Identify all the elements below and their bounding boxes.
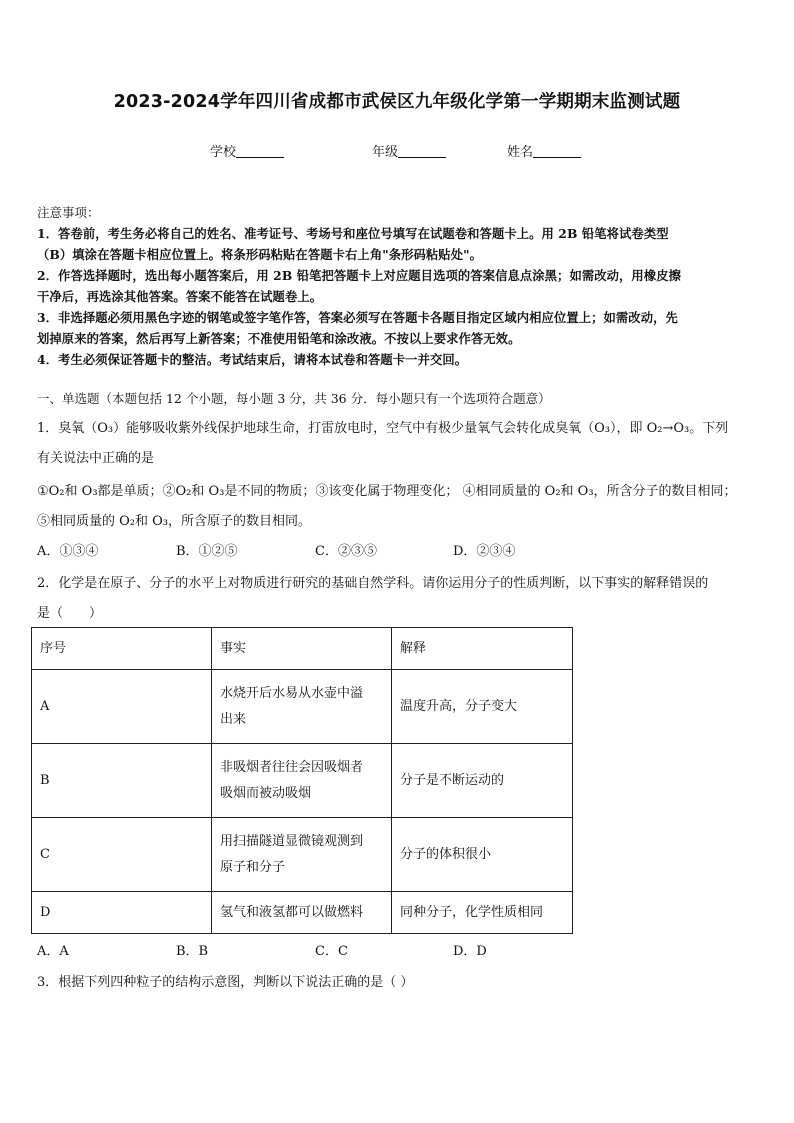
column-header: 序号: [32, 628, 212, 670]
q1-option-d[interactable]: D．②③④: [453, 544, 516, 559]
name-label: 姓名: [507, 145, 534, 160]
fact-text-line: 原子和分子: [220, 859, 286, 875]
school-field: [210, 141, 284, 160]
name-field: [507, 141, 581, 160]
column-header: 事实: [212, 628, 392, 670]
explanation-cell: 分子是不断运动的: [392, 744, 573, 818]
grade-blank[interactable]: [398, 143, 446, 158]
fact-text-line: 用扫描隧道显微镜观测到: [220, 833, 364, 849]
q2-option-c[interactable]: C．C: [315, 944, 348, 959]
note-line: 1．答卷前，考生务必将自己的姓名、准考证号、考场号和座位号填写在试题卷和答题卡上。用 2B 铅笔将试卷类型: [37, 226, 669, 241]
column-header: 解释: [392, 628, 573, 670]
note-line: 干净后，再选涂其他答案。答案不能答在试题卷上。: [37, 289, 323, 304]
q2-option-d[interactable]: D．D: [453, 944, 487, 959]
q1-option-c[interactable]: C．②③⑤: [315, 544, 377, 559]
row-id: D: [32, 892, 212, 934]
facts-table: [31, 627, 573, 934]
notes-heading: 注意事项：: [37, 205, 100, 220]
school-label: 学校: [210, 145, 237, 160]
fact-text-line: 出来: [220, 711, 247, 727]
fact-cell: [212, 818, 392, 892]
fact-cell: [212, 670, 392, 744]
explanation-cell: 分子的体积很小: [392, 818, 573, 892]
explanation-cell: 同种分子，化学性质相同: [392, 892, 573, 934]
row-id: A: [32, 670, 212, 744]
page-title: 2023-2024学年四川省成都市武侯区九年级化学第一学期期末监测试题: [113, 92, 681, 112]
note-line: 4．考生必须保证答题卡的整洁。考试结束后，请将本试卷和答题卡一并交回。: [37, 352, 468, 367]
q1-line: 有关说法中正确的是: [37, 451, 155, 466]
explanation-cell: 温度升高，分子变大: [392, 670, 573, 744]
grade-label: 年级: [372, 145, 399, 160]
fact-text-line: 吸烟而被动吸烟: [220, 785, 312, 801]
q2-option-a[interactable]: A．A: [37, 944, 69, 959]
section-heading: 一、单选题（本题包括 12 个小题，每小题 3 分，共 36 分．每小题只有一个选项符合题意）: [37, 391, 551, 406]
q1-line: ①O₂和 O₃都是单质；②O₂和 O₃是不同的物质；③该变化属于物理变化； ④相同质量的 O₂和 O₃，所含分子的数目相同；: [37, 484, 737, 499]
note-line: （B）填涂在答题卡相应位置上。将条形码粘贴在答题卡右上角"条形码粘贴处"。: [37, 247, 483, 262]
q1-line: ⑤相同质量的 O₂和 O₃，所含原子的数目相同。: [37, 514, 312, 529]
name-blank[interactable]: [533, 143, 581, 158]
row-id: C: [32, 818, 212, 892]
note-line: 2．作答选择题时，选出每小题答案后，用 2B 铅笔把答题卡上对应题目选项的答案信息点涂黑；如需改动，用橡皮擦: [37, 268, 682, 283]
fact-text-line: 非吸烟者往往会因吸烟者: [220, 759, 364, 775]
q2-line: 2．化学是在原子、分子的水平上对物质进行研究的基础自然学科。请你运用分子的性质判断，以下事实的解释错误的: [37, 576, 709, 591]
fact-text-line: 水烧开后水易从水壶中溢: [220, 685, 364, 701]
table-header-row: [32, 628, 573, 670]
table-row: [32, 818, 573, 892]
table-row: [32, 670, 573, 744]
table-row: [32, 744, 573, 818]
q2-option-b[interactable]: B．B: [176, 944, 209, 959]
q1-option-a[interactable]: A．①③④: [37, 544, 99, 559]
note-line: 划掉原来的答案，然后再写上新答案；不准使用铅笔和涂改液。不按以上要求作答无效。: [37, 331, 521, 346]
grade-field: [372, 141, 446, 160]
table-row: [32, 892, 573, 934]
q3-line: 3．根据下列四种粒子的结构示意图，判断以下说法正确的是（ ）: [37, 975, 414, 990]
fact-cell: 氢气和液氢都可以做燃料: [212, 892, 392, 934]
q1-option-b[interactable]: B．①②⑤: [176, 544, 238, 559]
q2-line: 是（ ）: [37, 606, 103, 621]
q1-line: 1．臭氧（O₃）能够吸收紫外线保护地球生命，打雷放电时，空气中有极少量氧气会转化成臭氧（O₃），即 O₂→O₃。下列: [37, 421, 729, 436]
school-blank[interactable]: [236, 143, 284, 158]
row-id: B: [32, 744, 212, 818]
note-line: 3．非选择题必须用黑色字迹的钢笔或签字笔作答，答案必须写在答题卡各题目指定区域内相应位置上；如需改动，先: [37, 310, 678, 325]
fact-cell: [212, 744, 392, 818]
